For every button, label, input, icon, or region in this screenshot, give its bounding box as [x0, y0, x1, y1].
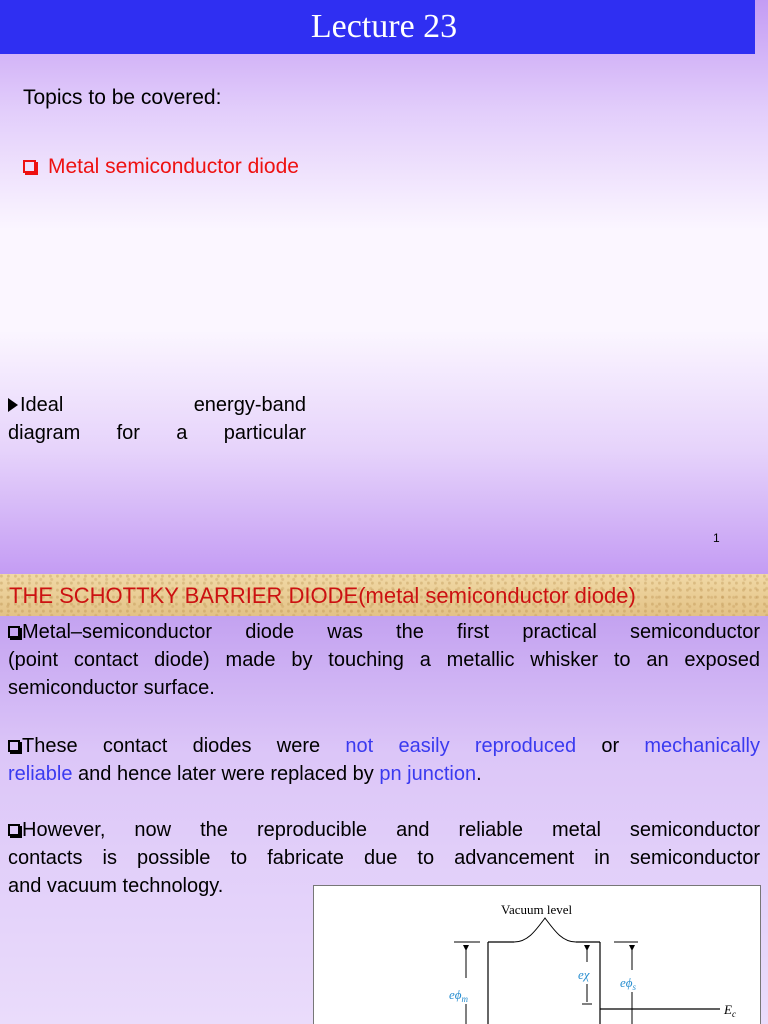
- highlight-text: pn junction: [379, 763, 477, 785]
- energy-band-svg: [314, 886, 761, 1024]
- checkbox-bullet-icon: [8, 626, 20, 638]
- topic-item: [23, 155, 299, 179]
- paragraph-line: [8, 618, 760, 646]
- paragraph-text: These contact diodes were: [22, 735, 346, 757]
- paragraph-text: However, now the reproducible and reliable metal semiconductor: [22, 819, 760, 841]
- bullet-text: energy-band: [193, 394, 306, 416]
- paragraph-line: [8, 732, 760, 760]
- highlight-text: mechanically: [644, 735, 760, 757]
- paragraph-line: [8, 844, 760, 872]
- page-number: 1: [713, 531, 720, 545]
- topic-label: Metal semiconductor diode: [48, 155, 299, 178]
- paragraph-text: semiconductor surface.: [8, 677, 215, 699]
- e-chi-label: eχ: [578, 967, 590, 982]
- checkbox-bullet-icon: [8, 740, 20, 752]
- slide-header-band: [0, 574, 768, 616]
- paragraph-text: .: [476, 763, 482, 785]
- paragraph-line: [8, 674, 760, 702]
- bullet-text: a: [176, 422, 188, 444]
- slide-heading: THE SCHOTTKY BARRIER DIODE(metal semiconductor diode): [9, 583, 636, 608]
- bullet-text: Ideal: [20, 394, 64, 416]
- paragraph-text: or: [576, 735, 645, 757]
- bullet-word: [8, 391, 63, 419]
- paragraph-text: and hence later were replaced by: [72, 763, 380, 785]
- checkbox-bullet-icon: [23, 160, 36, 173]
- bullet-ideal-band: [8, 391, 306, 447]
- vacuum-level-curve: [514, 918, 576, 942]
- vacuum-level-label: Vacuum level: [501, 902, 573, 917]
- page-title: Lecture 23: [310, 8, 458, 45]
- paragraph-replacement: [8, 732, 760, 788]
- paragraph-line: [8, 760, 760, 788]
- paragraph-history: [8, 618, 760, 702]
- paragraph-text: and vacuum technology.: [8, 875, 224, 897]
- energy-band-diagram: [313, 885, 761, 1024]
- bullet-text: for: [116, 422, 140, 444]
- highlight-text: reliable: [8, 763, 73, 785]
- highlight-text: not easily reproduced: [345, 735, 577, 757]
- bullet-line: [8, 391, 306, 419]
- paragraph-line: [8, 872, 308, 900]
- paragraph-text: Metal–semiconductor diode was the first practical semiconductor: [22, 621, 760, 643]
- paragraph-text: contacts is possible to fabricate due to advancement in semiconductor: [8, 847, 760, 869]
- bullet-text: diagram: [8, 422, 81, 444]
- checkbox-bullet-icon: [8, 824, 20, 836]
- bullet-text: particular: [223, 422, 306, 444]
- e-phi-s-label: $e\phi_s$: [620, 975, 637, 992]
- paragraph-text: (point contact diode) made by touching a metallic whisker to an exposed: [8, 649, 760, 671]
- ec-label: $E_c$: [724, 1002, 736, 1019]
- paragraph-modern: [8, 816, 760, 897]
- arrow-bullet-icon: [8, 398, 18, 412]
- e-phi-m-label: $e\phi_m$: [449, 987, 468, 1004]
- paragraph-line: [8, 646, 760, 674]
- bullet-line: [8, 419, 306, 447]
- topics-heading: Topics to be covered:: [23, 86, 222, 109]
- paragraph-line: [8, 816, 760, 844]
